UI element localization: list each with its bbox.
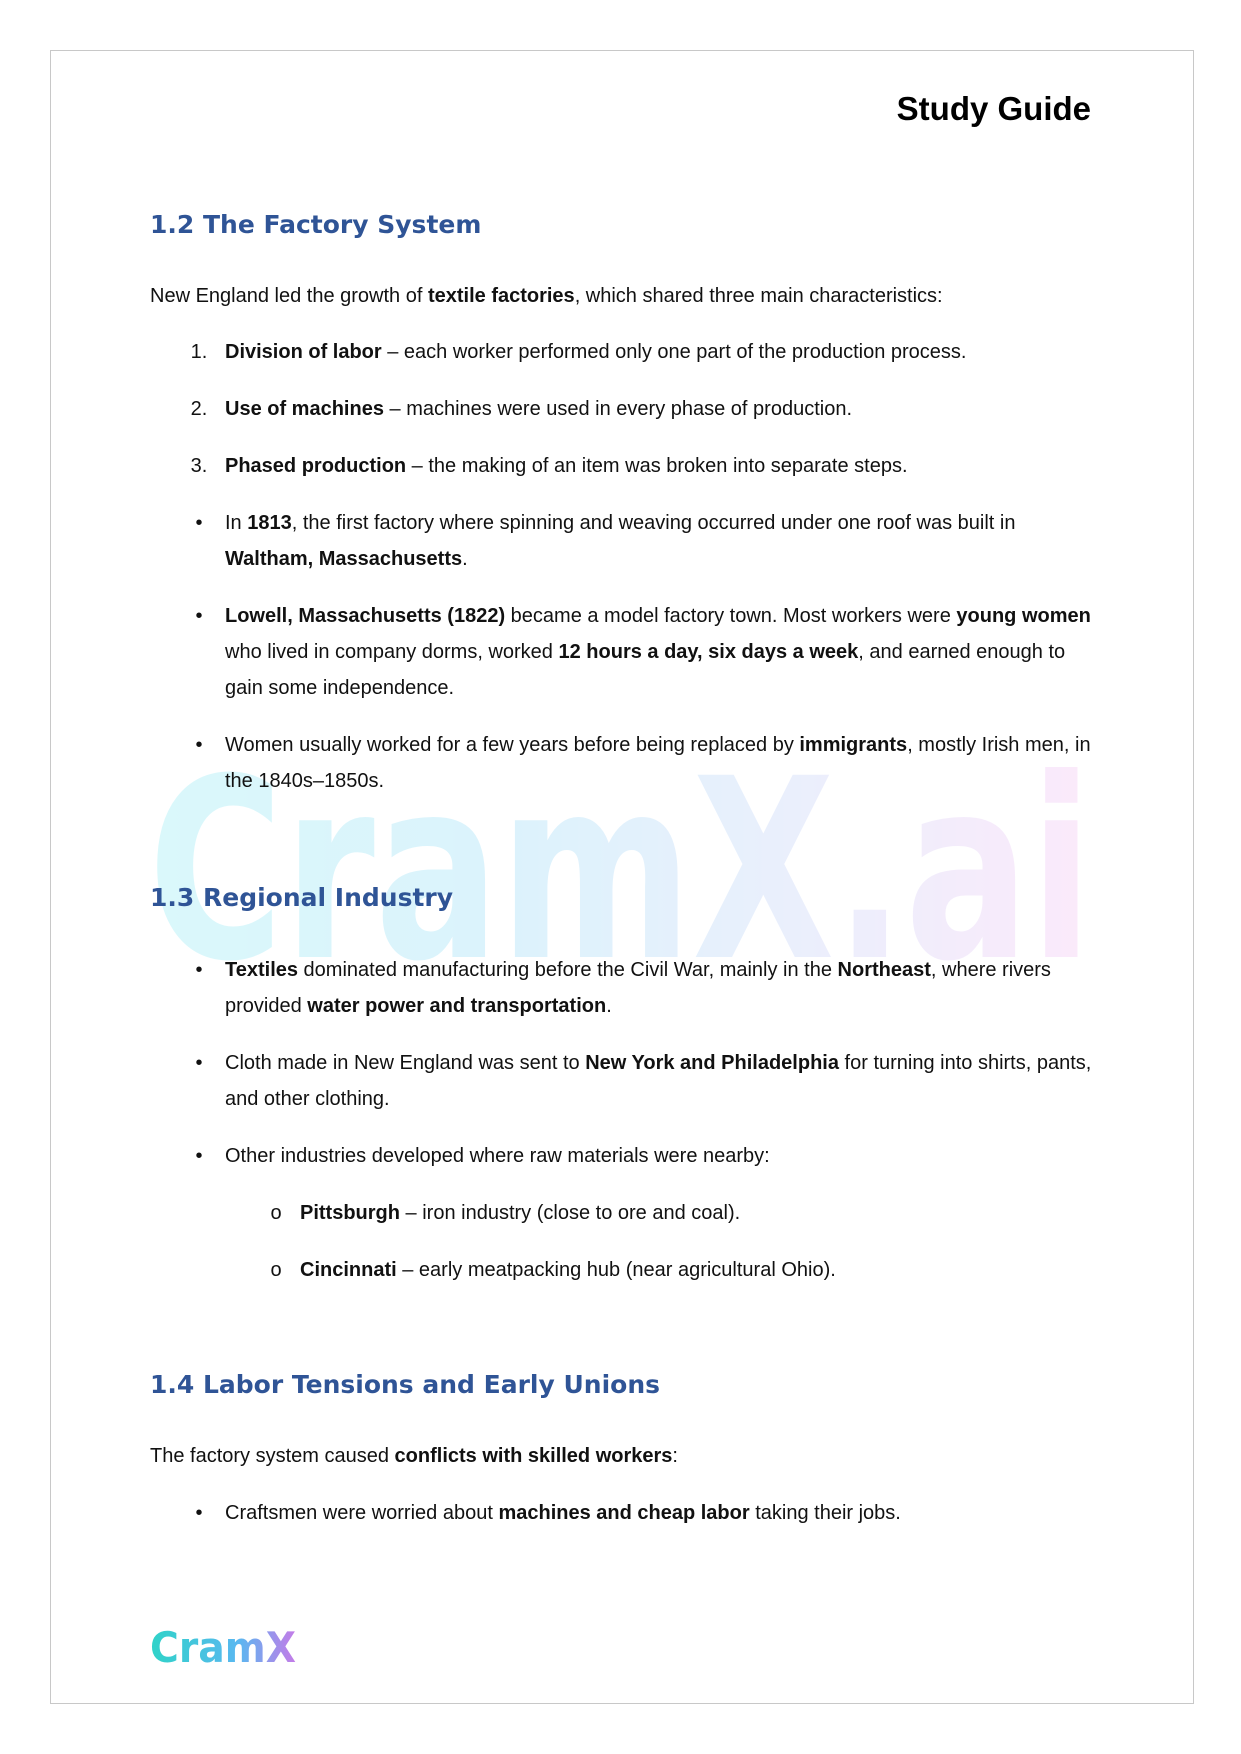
labor-intro: The factory system caused conflicts with skilled workers: bbox=[150, 1445, 678, 1467]
watermark-text: CramX.ai bbox=[148, 752, 1093, 1002]
bullet-item: • Textiles dominated manufacturing before the Civil War, mainly in the Northeast, where rivers provided water power and transportation. bbox=[195, 959, 1051, 1017]
logo-text: CramX bbox=[150, 1623, 296, 1672]
section-heading-labor-tensions: 1.4 Labor Tensions and Early Unions bbox=[150, 1370, 661, 1399]
numbered-item: 2. Use of machines – machines were used in every phase of production. bbox=[190, 398, 852, 420]
bullet-item: • In 1813, the first factory where spinning and weaving occurred under one roof was built in Waltham, Massachusetts. bbox=[195, 512, 1016, 570]
sub-list-item: o Pittsburgh – iron industry (close to ore and coal). bbox=[270, 1202, 741, 1224]
bullet-item: • Women usually worked for a few years before being replaced by immigrants, mostly Irish men, in the 1840s–1850s. bbox=[195, 734, 1091, 792]
bullet-item: • Other industries developed where raw materials were nearby: bbox=[195, 1145, 770, 1167]
document-title: Study Guide bbox=[896, 90, 1091, 127]
factory-intro: New England led the growth of textile factories, which shared three main characteristics: bbox=[150, 285, 943, 307]
numbered-item: 1. Division of labor – each worker performed only one part of the production process. bbox=[190, 341, 967, 363]
section-heading-factory-system: 1.2 The Factory System bbox=[150, 210, 482, 239]
numbered-item: 3. Phased production – the making of an item was broken into separate steps. bbox=[190, 455, 908, 477]
sub-list-item: o Cincinnati – early meatpacking hub (near agricultural Ohio). bbox=[270, 1259, 836, 1281]
bullet-item: • Craftsmen were worried about machines and cheap labor taking their jobs. bbox=[195, 1502, 901, 1524]
bullet-item: • Lowell, Massachusetts (1822) became a model factory town. Most workers were young women who lived in company dorms, worked 12 hours a day, six days a week, and earned enough to gain some independence. bbox=[195, 605, 1091, 699]
cramx-logo bbox=[150, 1622, 300, 1672]
bullet-item: • Cloth made in New England was sent to New York and Philadelphia for turning into shirts, pants, and other clothing. bbox=[195, 1052, 1092, 1110]
section-heading-regional-industry: 1.3 Regional Industry bbox=[150, 883, 454, 912]
